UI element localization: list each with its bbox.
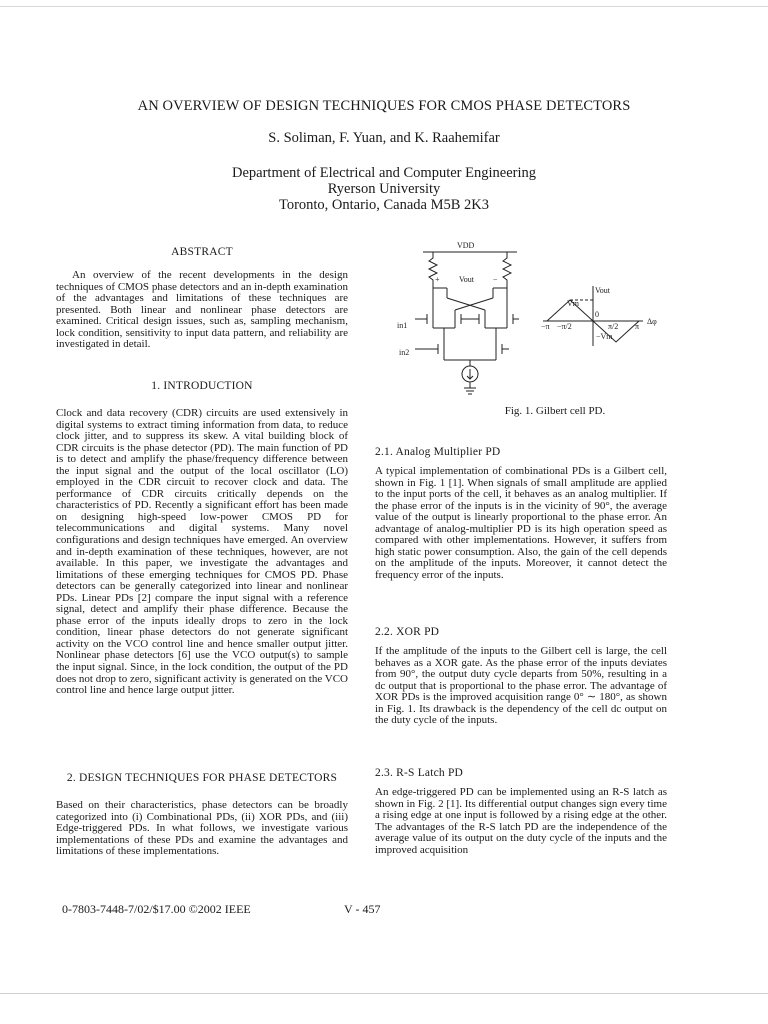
vdd-label: VDD [457,241,475,250]
vout-label: Vout [459,275,474,284]
analog-text: A typical implementation of combinational PDs is a Gilbert cell, shown in Fig. 1 [1]. When signals of small amplitude are applied to the input ports of the cell, it behaves as an analog multiplier. If the phase error of the inputs is in the vicinity of 90°, the average value of the output is linearly proportional to the phase error. An advantage of analog-multiplier PD is its high operation speed as compared with other implementations. However, it suffers from high static power consumption. Also, the gain of the cell depends on the amplitude of the inputs. Moreover, it cannot detect the frequency error of the inputs. [375,465,667,581]
affiliation-line: Toronto, Ontario, Canada M5B 2K3 [278,197,489,213]
rs-heading: 2.3. R-S Latch PD [375,767,464,779]
copyright-footer: 0-7803-7448-7/02/$17.00 ©2002 IEEE [62,902,251,916]
vm-label: Vm [567,299,579,308]
zero-label: 0 [595,310,599,319]
pi-label: π [635,322,640,331]
design-heading: 2. DESIGN TECHNIQUES FOR PHASE DETECTORS [66,772,338,784]
abstract-heading: ABSTRACT [171,246,233,258]
paper-title: AN OVERVIEW OF DESIGN TECHNIQUES FOR CMOS PHASE DETECTORS [137,98,631,114]
top-rule [0,6,768,7]
plus-label: + [435,275,440,284]
analog-heading: 2.1. Analog Multiplier PD [375,446,501,458]
neg-pi2-label: −π/2 [557,322,572,331]
intro-text: Clock and data recovery (CDR) circuits are used extensively in digital systems to extract timing information from data, to reduce clock jitter, and to suppress its skew. A vital building block of CDR circuits is the phase detector (PD). The main function of PD is to detect and amplify the phase/frequency difference between the input signal and the output of the local oscillator (LO) employed in the CDR circuit to recover clock and data. The performance of CDR circuits critically depends on the characteristics of PD. Recently a significant effort has been made on designing high-speed low-power CMOS PD for telecommunications and digital systems. Many novel configurations and design techniques have emerged. An overview and in-depth examination of these techniques, however, are not available. In this paper, we investigate the advantages and limitations of these emerging techniques for CMOS PD. Phase detectors can be generally categorized into linear and nonlinear PDs. Linear PDs [2] compare the input signal with a reference signal, detect and amplify their phase difference. Because the phase error of the inputs ideally drops to zero in the lock condition, linear phase detectors do not generate significant activity on the VCO control line and hence smaller output jitter. Nonlinear phase detectors [6] use the VCO output(s) to sample the input signal. Since, in the lock condition, the output of the PD does not drop to zero, significant activity is generated on the VCO control line and hence large output jitter. [56,407,348,697]
affiliation-line: Department of Electrical and Computer Engineering [232,165,536,181]
affiliation [0,165,768,213]
intro-heading: 1. INTRODUCTION [151,380,253,392]
xor-text: If the amplitude of the inputs to the Gilbert cell is large, the cell behaves as a XOR gate. As the phase error of the inputs deviates from 90°, the output duty cycle departs from 50%, resulting in a dc output that is proportional to the phase error. The advantage of XOR PDs is the improved acquisition range 0° ∼ 180°, as shown in Fig. 1. Its drawback is the dependency of the cell dc output on the duty cycle of the inputs. [375,645,667,727]
minus-label: − [493,275,498,284]
rs-text: An edge-triggered PD can be implemented using an R-S latch as shown in Fig. 2 [1]. Its differential output changes sign every time a rising edge at one input is followed by a rising edge at the other. The advantages of the R-S latch PD are the independence of the average value of its output on the duty cycle of the inputs and the improved acquisition [375,786,667,856]
pi2-label: π/2 [608,322,619,331]
abstract-body: An overview of the recent developments in the design techniques of CMOS phase detectors and an in-depth examination of the advantages and limitations of these techniques are presented. Both linear and nonlinear phase detectors are examined. Critical design issues, such as, sampling mechanism, lock condition, sensitivity to input data pattern, and reliability are investigated in detail. [56,269,348,351]
in1-label: in1 [397,321,408,330]
paper-authors: S. Soliman, F. Yuan, and K. Raahemifar [268,130,500,146]
affiliation-line: Ryerson University [327,181,441,197]
page-number: V - 457 [344,902,381,916]
in2-label: in2 [399,348,410,357]
vout-axis-label: Vout [595,286,610,295]
abstract-text [56,270,348,351]
xor-heading: 2.2. XOR PD [375,626,440,638]
neg-pi-label: −π [541,322,550,331]
neg-vm-label: −Vm [596,332,613,341]
design-text: Based on their characteristics, phase detectors can be broadly categorized into (i) Combinational PDs, (ii) XOR PDs, and (iii) Edge-triggered PDs. In what follows, we investigate various implementations of these PDs and examine the advantages and limitations of these implementations. [56,799,348,858]
bottom-rule [0,993,768,994]
dphi-label: Δφ [647,317,657,326]
gilbert-cell-figure [395,238,695,403]
figure-caption: Fig. 1. Gilbert cell PD. [504,405,606,417]
